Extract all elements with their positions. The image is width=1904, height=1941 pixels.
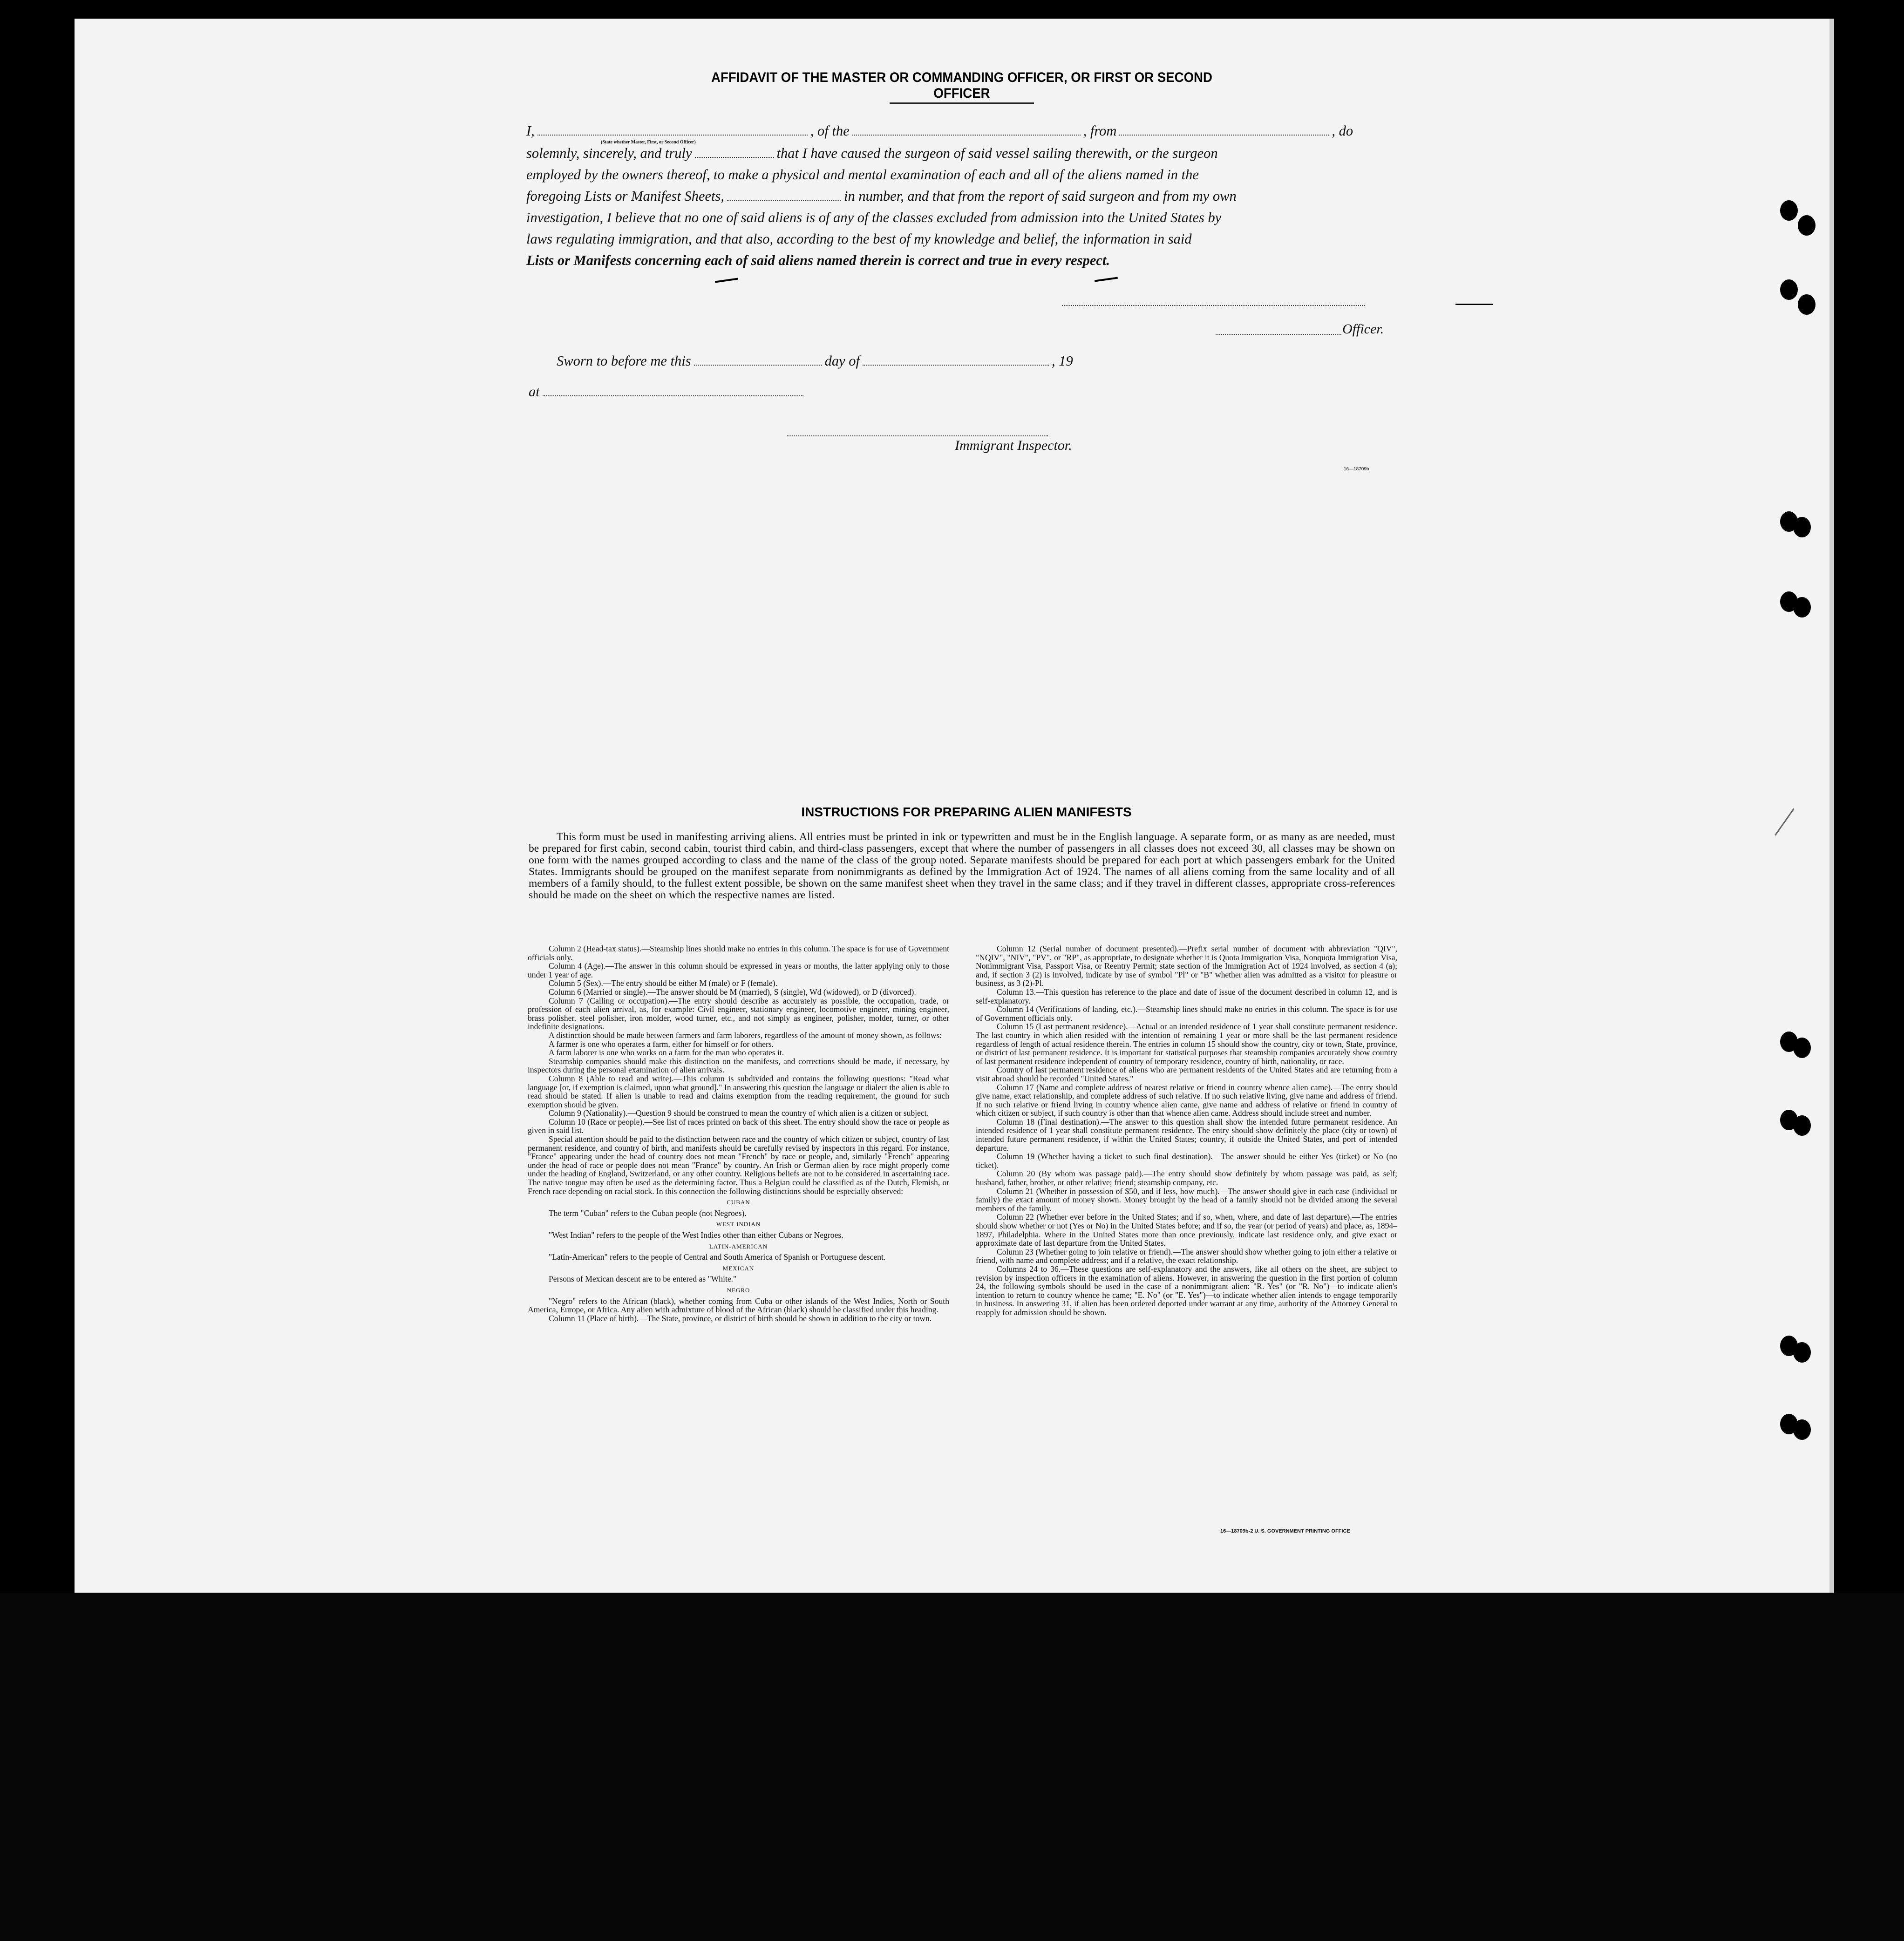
race-definition: The term "Cuban" refers to the Cuban people (not Negroes). — [549, 1208, 747, 1218]
scan-background — [0, 1593, 1904, 1941]
instruction-paragraph: Column 23 (Whether going to join relative or friend).—The answer should show whether going to join either a relative or friend, with name and complete address; and if a relative, the exact relationship. — [976, 1247, 1397, 1265]
affidavit-title: AFFIDAVIT OF THE MASTER OR COMMANDING OFFICER, OR FIRST OR SECOND OFFICER — [711, 70, 1212, 101]
punch-hole — [1793, 597, 1811, 618]
officer-label: Officer. — [1342, 321, 1384, 337]
instruction-paragraph: Column 21 (Whether in possession of $50, and if less, how much).—The answer should give in each case (individual or family) the exact amount of money shown. Money brought by the head of a family should not be divided among the several members of the family. — [976, 1186, 1397, 1213]
instruction-paragraph: Columns 24 to 36.—These questions are self-explanatory and the answers, like all others on the sheet, are subject to revision by inspection officers in the examination of aliens. However, in answering the question in the first portion of column 24, the following symbols should be used in the case of a nonimmigrant alien: "R. Yes" (or "R. No")—to indicate alien's intention to return to country whence he came; "E. No" (or "E. Yes")—to indicate whether alien intends to engage temporarily in business. In answering 31, if alien has been ordered deported under warrant at any time, authority of the Attorney General to reapply for admission should be shown. — [976, 1264, 1397, 1317]
affidavit-line-5: investigation, I believe that no one of said aliens is of any of the classes excluded from admission into the United States by — [526, 210, 1222, 225]
affidavit-line-7: Lists or Manifests concerning each of said aliens named therein is correct and true in every respect. — [526, 252, 1110, 268]
sworn-date-field[interactable] — [694, 364, 822, 366]
instruction-paragraph: A distinction should be made between farmers and farm laborers, regardless of the amount of money shown, as follows: — [549, 1030, 942, 1040]
instructions-intro: This form must be used in manifesting arriving aliens. All entries must be printed in ink or typewritten and must be in the English language. A separate form, or as many as are needed, must be prepared for first cabin, second cabin, tourist third cabin, and third-class passengers, except that where the number of passengers in all classes does not exceed 30, all classes may be shown on one form with the names grouped according to class and the name of the class of the group noted. Separate manifests should be prepared for each port at which passengers embark for the United States. Immigrants should be grouped on the manifest separate from nonimmigrants as defined by the Immigration Act of 1924. The names of all aliens coming from the same locality and of all members of a family should, to the fullest extent possible, be shown on the same manifest sheet when they travel in the same class; and if they travel in different classes, appropriate cross-references should be made on the sheet on which the respective names are listed. — [529, 831, 1395, 901]
sworn-place-line: at — [529, 381, 1400, 402]
instruction-paragraph: Column 9 (Nationality).—Question 9 should be construed to mean the country of which alien is a citizen or subject. — [549, 1108, 929, 1118]
instruction-paragraph: Column 22 (Whether ever before in the United States; and if so, when, where, and date of last departure).—The entries should show whether or not (Yes or No) in the United States before; and if so, the year (or period of years) and place, as, 1894–1897, Philadelphia. Where in the United States more than once previously, indicate last residence only, and give exact or approximate date of last departure from the United States. — [976, 1212, 1397, 1248]
punch-hole — [1793, 1115, 1811, 1136]
affidavit-line-1: I, , of the , from , do — [526, 123, 1353, 139]
instruction-paragraph: Column 10 (Race or people).—See list of races printed on back of this sheet. The entry should show the race or people as given in said list. — [528, 1117, 949, 1135]
instruction-paragraph: Column 5 (Sex).—The entry should be either M (male) or F (female). — [549, 978, 778, 988]
officer-rank-field[interactable] — [537, 134, 808, 136]
instruction-paragraph: Column 13.—This question has reference to the place and date of issue of the document described in column 12, and is self-explanatory. — [976, 987, 1397, 1005]
instruction-paragraph: Special attention should be paid to the distinction between race and the country of which citizen or subject, country of last permanent residence, and country of birth, and manifests should be carefully revised by inspectors in this regard. For instance, "France" appearing under the head of country does not mean "French" by race or people, and, similarly "French" appearing under the head of race or people does not mean "France" by country. An Irish or German alien by race might properly come under the heading of England, Switzerland, or any other country. Religious beliefs are not to be considered in ascertaining race. The native tongue may often be used as the determining factor. Thus a Belgian could be classified as of the Dutch, Flemish, or French race depending on racial stock. In this connection the following distinctions should be especially observed: — [528, 1134, 949, 1196]
race-definition: Persons of Mexican descent are to be entered as "White." — [549, 1274, 737, 1284]
race-heading: LATIN-AMERICAN — [709, 1242, 768, 1250]
officer-rank-note: (State whether Master, First, or Second Officer) — [601, 140, 696, 145]
instruction-paragraph: Column 17 (Name and complete address of nearest relative or friend in country whence alien came).—The entry should give name, exact relationship, and complete address of such relative. If no such relative living, give name and address of friend. If no such relative or friend living in country whence alien came, give name and address of relative or friend in country of which citizen or subject, if such country is other than that whence alien came. Address should include street and number. — [976, 1082, 1397, 1118]
punch-hole — [1780, 279, 1798, 300]
departure-port-field[interactable] — [1119, 134, 1329, 136]
instruction-paragraph: Column 12 (Serial number of document presented).—Prefix serial number of document with abbreviation "QIV", "NQIV", "NIV", "PV", or "RP", as appropriate, to designate whether it is Quota Immigration Visa, Nonquota Immigration Visa, Nonimmigrant Visa, Passport Visa, or Reentry Permit; state section of the Immigration Act of 1924 involved, as section 4 (a); and, if section 3 (2) is involved, indicate by use of symbol "Pl" or "B" whether alien was admitted as a visitor for pleasure or business, as 3 (2)-Pl. — [976, 944, 1397, 988]
inspector-signature-line[interactable] — [787, 435, 1048, 436]
instruction-paragraph: Column 19 (Whether having a ticket to such final destination).—The answer should be either Yes (ticket) or No (no ticket). — [976, 1152, 1397, 1170]
form-number: 16—18709b — [1344, 467, 1369, 472]
instructions-title: INSTRUCTIONS FOR PREPARING ALIEN MANIFESTS — [801, 805, 1132, 819]
instruction-paragraph: Column 8 (Able to read and write).—This column is subdivided and contains the following questions: "Read what language [or, if exemption is claimed, upon what ground]." In answering this question the language or dialect the alien is able to read should be stated. If alien is unable to read and claims exemption from the reading requirement, the ground for such exemption should be given. — [528, 1073, 949, 1109]
instruction-paragraph: Steamship companies should make this distinction on the manifests, and corrections should be made, if necessary, by inspectors during the personal examination of alien arrivals. — [528, 1056, 949, 1075]
oath-field[interactable] — [695, 156, 774, 158]
race-heading: NEGRO — [727, 1286, 750, 1294]
instruction-paragraph: Column 14 (Verifications of landing, etc.).—Steamship lines should make no entries in this column. The space is for use of Government officials only. — [976, 1004, 1397, 1023]
instruction-paragraph: Country of last permanent residence of aliens who are permanent residents of the United States and are returning from a visit abroad should be recorded "United States." — [976, 1065, 1397, 1083]
sworn-place-field[interactable] — [543, 395, 803, 396]
signature-line[interactable] — [1062, 305, 1365, 306]
instruction-paragraph: A farmer is one who operates a farm, either for himself or for others. — [549, 1039, 774, 1049]
sworn-line: Sworn to before me this day of , 19 — [557, 353, 1073, 369]
instructions-right-column — [976, 944, 1397, 1317]
punch-hole — [1793, 517, 1811, 537]
instruction-paragraph: Column 4 (Age).—The answer in this column should be expressed in years or months, the latter applying only to those under 1 year of age. — [528, 961, 949, 979]
inspector-label: Immigrant Inspector. — [955, 438, 1072, 453]
race-definition: "West Indian" refers to the people of the West Indies other than either Cubans or Negroes. — [549, 1230, 843, 1240]
instruction-paragraph: Column 20 (By whom was passage paid).—The entry should show definitely by whom passage was paid, as self; husband, father, brother, or other relative; friend; steamship company, etc. — [976, 1169, 1397, 1188]
instruction-paragraph: Column 2 (Head-tax status).—Steamship lines should make no entries in this column. The space is for use of Government officials only. — [528, 944, 949, 962]
instruction-paragraph: Column 7 (Calling or occupation).—The entry should describe as accurately as possible, the occupation, trade, or profession of each alien arrival, as, for example: Civil engineer, stationary engineer, locomotive engineer, mining engineer, brass polisher, steel polisher, iron molder, wood turner, etc., and not simply as engineer, polisher, molder, turner, or other indefinite designations. — [528, 996, 949, 1032]
punch-hole — [1798, 215, 1816, 236]
sheet-count-field[interactable] — [727, 199, 841, 201]
punch-hole — [1798, 294, 1816, 315]
race-heading: CUBAN — [727, 1199, 750, 1206]
sworn-month-field[interactable] — [863, 364, 1049, 366]
instruction-paragraph: A farm laborer is one who works on a farm for the man who operates it. — [549, 1048, 784, 1058]
affidavit-line-3: employed by the owners thereof, to make a physical and mental examination of each and all of the aliens named in the — [526, 167, 1199, 183]
instructions-left-column — [528, 944, 949, 1323]
instruction-paragraph: Column 6 (Married or single).—The answer should be M (married), S (single), Wd (widowed), or D (divorced). — [549, 987, 916, 997]
punch-hole — [1793, 1342, 1811, 1363]
vessel-name-field[interactable] — [852, 134, 1081, 136]
race-heading: WEST INDIAN — [716, 1221, 761, 1228]
race-heading: MEXICAN — [722, 1264, 755, 1272]
race-definition: "Negro" refers to the African (black), whether coming from Cuba or other islands of the West Indies, North or South America, Europe, or Africa. Any alien with admixture of blood of the African (black) should be classified under this heading. — [528, 1296, 949, 1315]
instruction-paragraph: Column 15 (Last permanent residence).—Actual or an intended residence of 1 year shall constitute permanent residence. The last country in which alien resided with the intention of remaining 1 year or more shall be the last permanent residence regardless of length of actual residence therein. The entries in column 15 should show the country, city or town, State, province, or district of last permanent residence. It is important for statistical purposes that steamship companies accurately show country of last permanent residence independent of country of temporary residence, country of birth, nationality, or race. — [976, 1022, 1397, 1066]
race-definition: "Latin-American" refers to the people of Central and South America of Spanish or Portuguese descent. — [549, 1252, 886, 1262]
affidavit-line-6: laws regulating immigration, and that also, according to the best of my knowledge and belief, the information in said — [526, 231, 1192, 247]
printing-office-footer: 16—18709b-2 U. S. GOVERNMENT PRINTING OFFICE — [1220, 1528, 1350, 1534]
punch-hole — [1780, 200, 1798, 221]
instruction-paragraph: Column 18 (Final destination).—The answer to this question shall show the intended future permanent residence. An intended residence of 1 year shall constitute permanent residence. The entry should show definitely the place (city or town) of intended future permanent residence, if within the United States; country, if outside the United States, and port of intended departure. — [976, 1117, 1397, 1153]
instruction-paragraph: Column 11 (Place of birth).—The State, province, or district of birth should be shown in addition to the city or town. — [549, 1313, 932, 1323]
officer-signature-line[interactable] — [1216, 334, 1341, 335]
punch-hole — [1793, 1038, 1811, 1058]
affidavit-line-4: foregoing Lists or Manifest Sheets, in number, and that from the report of said surgeon and from my own — [526, 188, 1237, 204]
ink-mark — [1455, 304, 1493, 305]
affidavit-line-2: solemnly, sincerely, and truly that I have caused the surgeon of said vessel sailing therewith, or the surgeon — [526, 145, 1218, 161]
title-divider — [890, 102, 1034, 104]
punch-hole — [1793, 1419, 1811, 1440]
